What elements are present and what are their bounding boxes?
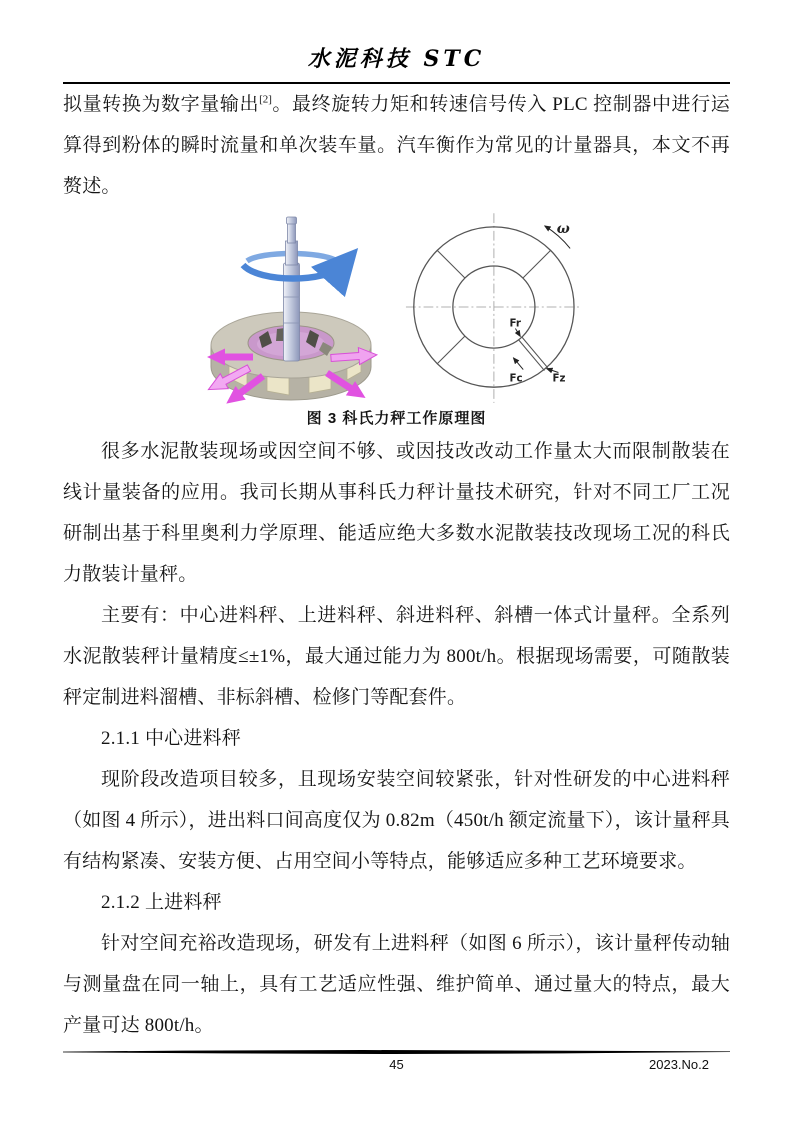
fr-arrow-icon — [515, 329, 520, 337]
paragraph-top-feed-scale: 针对空间充裕改造现场，研发有上进料秤（如图 6 所示），该计量秤传动轴与测量盘在同一轴上，具有工艺适应性强、维护简单、通过量大的特点，最大产量可达 800t/h。 — [63, 933, 730, 1036]
section-heading-2-1-1: 2.1.1 中心进料秤 — [101, 728, 241, 749]
footer-rule — [63, 1049, 730, 1055]
figure-caption: 图 3 科氏力秤工作原理图 — [306, 410, 487, 427]
vane-line — [518, 340, 544, 371]
paragraph-product-series: 主要有：中心进料秤、上进料秤、斜进料秤、斜槽一体式计量秤。全系列水泥散装秤计量精度≤±1%，最大通过能力为 800t/h。根据现场需要，可随散装秤定制进料溜槽、非标斜槽、检修门等配套件。 — [63, 605, 730, 708]
paragraph-intro — [63, 84, 730, 207]
paragraph-center-feed-scale: 现阶段改造项目较多，且现场安装空间较紧张，针对性研发的中心进料秤（如图 4 所示），进出料口间高度仅为 0.82m（450t/h 额定流量下），该计量秤具有结构紧凑、安装方便、占用空间小等特点，能够适应多种工艺环境要求。 — [63, 769, 730, 872]
paragraph-overview: 很多水泥散装现场或因空间不够、或因技改改动工作量太大而限制散装在线计量装备的应用。我司长期从事科氏力秤计量技术研究，针对不同工厂工况研制出基于科里奥利力学原理、能适应绝大多数水泥散装技改现场工况的科氏力散装计量秤。 — [63, 441, 730, 585]
page-number: 45 — [389, 1057, 404, 1072]
radial-partition — [437, 336, 465, 364]
fc-arrow-icon — [513, 358, 523, 370]
figure-block — [77, 211, 730, 407]
issue-number: 2023.No.2 — [649, 1057, 709, 1072]
paragraph-intro-pre: 拟量转换为数字量输出 — [63, 94, 260, 115]
working-principle-diagram — [404, 211, 619, 407]
fr-label: Fr — [509, 317, 521, 330]
rotor-shaft-tip — [287, 223, 295, 243]
fz-label: Fz — [552, 372, 566, 385]
fc-label: Fc — [509, 372, 523, 385]
rotor-shaft-collar — [285, 241, 297, 265]
radial-partition — [522, 250, 550, 278]
radial-partition — [437, 250, 465, 278]
journal-title: 水泥科技 STC — [307, 46, 486, 72]
rotor-shaft-cap — [286, 217, 296, 224]
reference-marker: [2] — [259, 93, 272, 106]
rotor-3d-illustration — [189, 211, 394, 407]
vane-line — [521, 337, 547, 368]
paragraph-intro-post: 。最终旋转力矩和转速信号传入 PLC 控制器中进行运算得到粉体的瞬时流量和单次装车量。汽车衡作为常见的计量器具，本文不再赘述。 — [63, 94, 730, 197]
section-heading-2-1-2: 2.1.2 上进料秤 — [101, 892, 222, 913]
omega-label: ω — [556, 220, 570, 237]
